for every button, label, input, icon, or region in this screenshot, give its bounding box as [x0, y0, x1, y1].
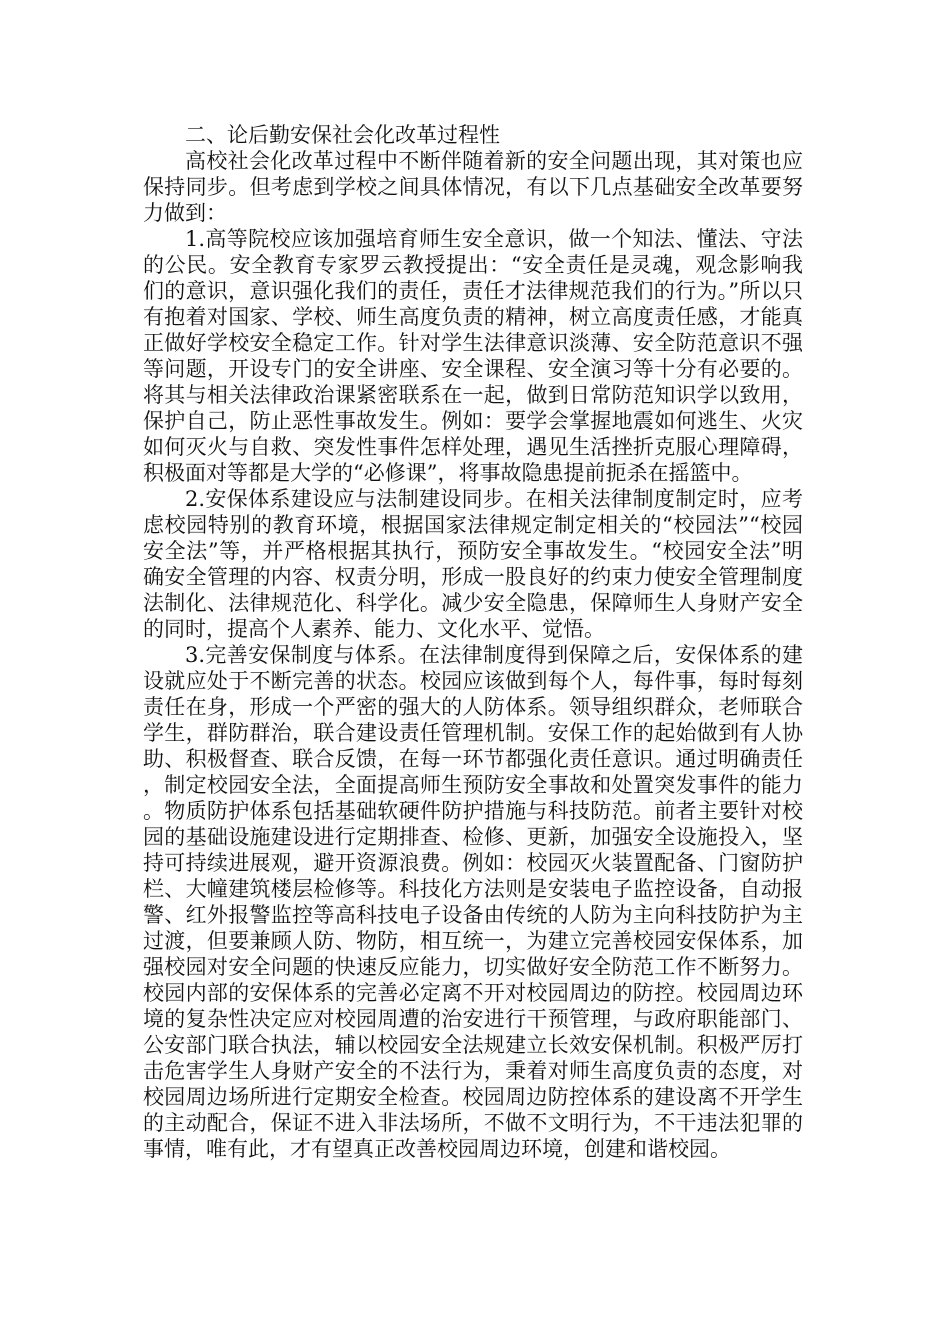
document-body	[143, 122, 803, 1162]
point-2-paragraph: 2.安保体系建设应与法制建设同步。在相关法律制度制定时，应考虑校园特别的教育环境，根据国家法律规定制定相关的“校园法”“校园安全法”等，并严格根据其执行，预防安全事故发生。“校园安全法”明确安全管理的内容、权责分明，形成一股良好的约束力使安全管理制度法制化、法律规范化、科学化。减少安全隐患，保障师生人身财产安全的同时，提高个人素养、能力、文化水平、觉悟。	[143, 487, 803, 641]
point-1-paragraph: 1.高等院校应该加强培育师生安全意识，做一个知法、懂法、守法的公民。安全教育专家罗云教授提出：“安全责任是灵魂，观念影响我们的意识，意识强化我们的责任，责任才法律规范我们的行为。”所以只有抱着对国家、学校、师生高度负责的精神，树立高度责任感，才能真正做好学校安全稳定工作。针对学生法律意识淡薄、安全防范意识不强等问题，开设专门的安全讲座、安全课程、安全演习等十分有必要的。将其与相关法律政治课紧密联系在一起，做到日常防范知识学以致用，保护自己，防止恶性事故发生。例如：要学会掌握地震如何逃生、火灾如何灭火与自救、突发性事件怎样处理，遇见生活挫折克服心理障碍，积极面对等都是大学的“必修课”，将事故隐患提前扼杀在摇篮中。	[143, 227, 803, 485]
section-heading: 二、论后勤安保社会化改革过程性	[185, 123, 500, 147]
intro-paragraph: 高校社会化改革过程中不断伴随着新的安全问题出现，其对策也应保持同步。但考虑到学校之间具体情况，有以下几点基础安全改革要努力做到：	[143, 149, 803, 225]
point-3-paragraph: 3.完善安保制度与体系。在法律制度得到保障之后，安保体系的建设就应处于不断完善的状态。校园应该做到每个人，每件事，每时每刻责任在身，形成一个严密的强大的人防体系。领导组织群众，老师联合学生，群防群治，联合建设责任管理机制。安保工作的起始做到有人协助、积极督查、联合反馈，在每一环节都强化责任意识。通过明确责任，制定校园安全法，全面提高师生预防安全事故和处置突发事件的能力。物质防护体系包括基础软硬件防护措施与科技防范。前者主要针对校园的基础设施建设进行定期排查、检修、更新，加强安全设施投入，坚持可持续进展观，避开资源浪费。例如：校园灭火装置配备、门窗防护栏、大幢建筑楼层检修等。科技化方法则是安装电子监控设备，自动报警、红外报警监控等高科技电子设备由传统的人防为主向科技防护为主过渡，但要兼顾人防、物防，相互统一，为建立完善校园安保体系，加强校园对安全问题的快速反应能力，切实做好安全防范工作不断努力。校园内部的安保体系的完善必定离不开对校园周边的防控。校园周边环境的复杂性决定应对校园周遭的治安进行干预管理，与政府职能部门、公安部门联合执法，辅以校园安全法规建立长效安保机制。积极严厉打击危害学生人身财产安全的不法行为，秉着对师生高度负责的态度，对校园周边场所进行定期安全检查。校园周边防控体系的建设离不开学生的主动配合，保证不进入非法场所，不做不文明行为，不干违法犯罪的事情，唯有此，才有望真正改善校园周边环境，创建和谐校园。	[143, 643, 803, 1161]
